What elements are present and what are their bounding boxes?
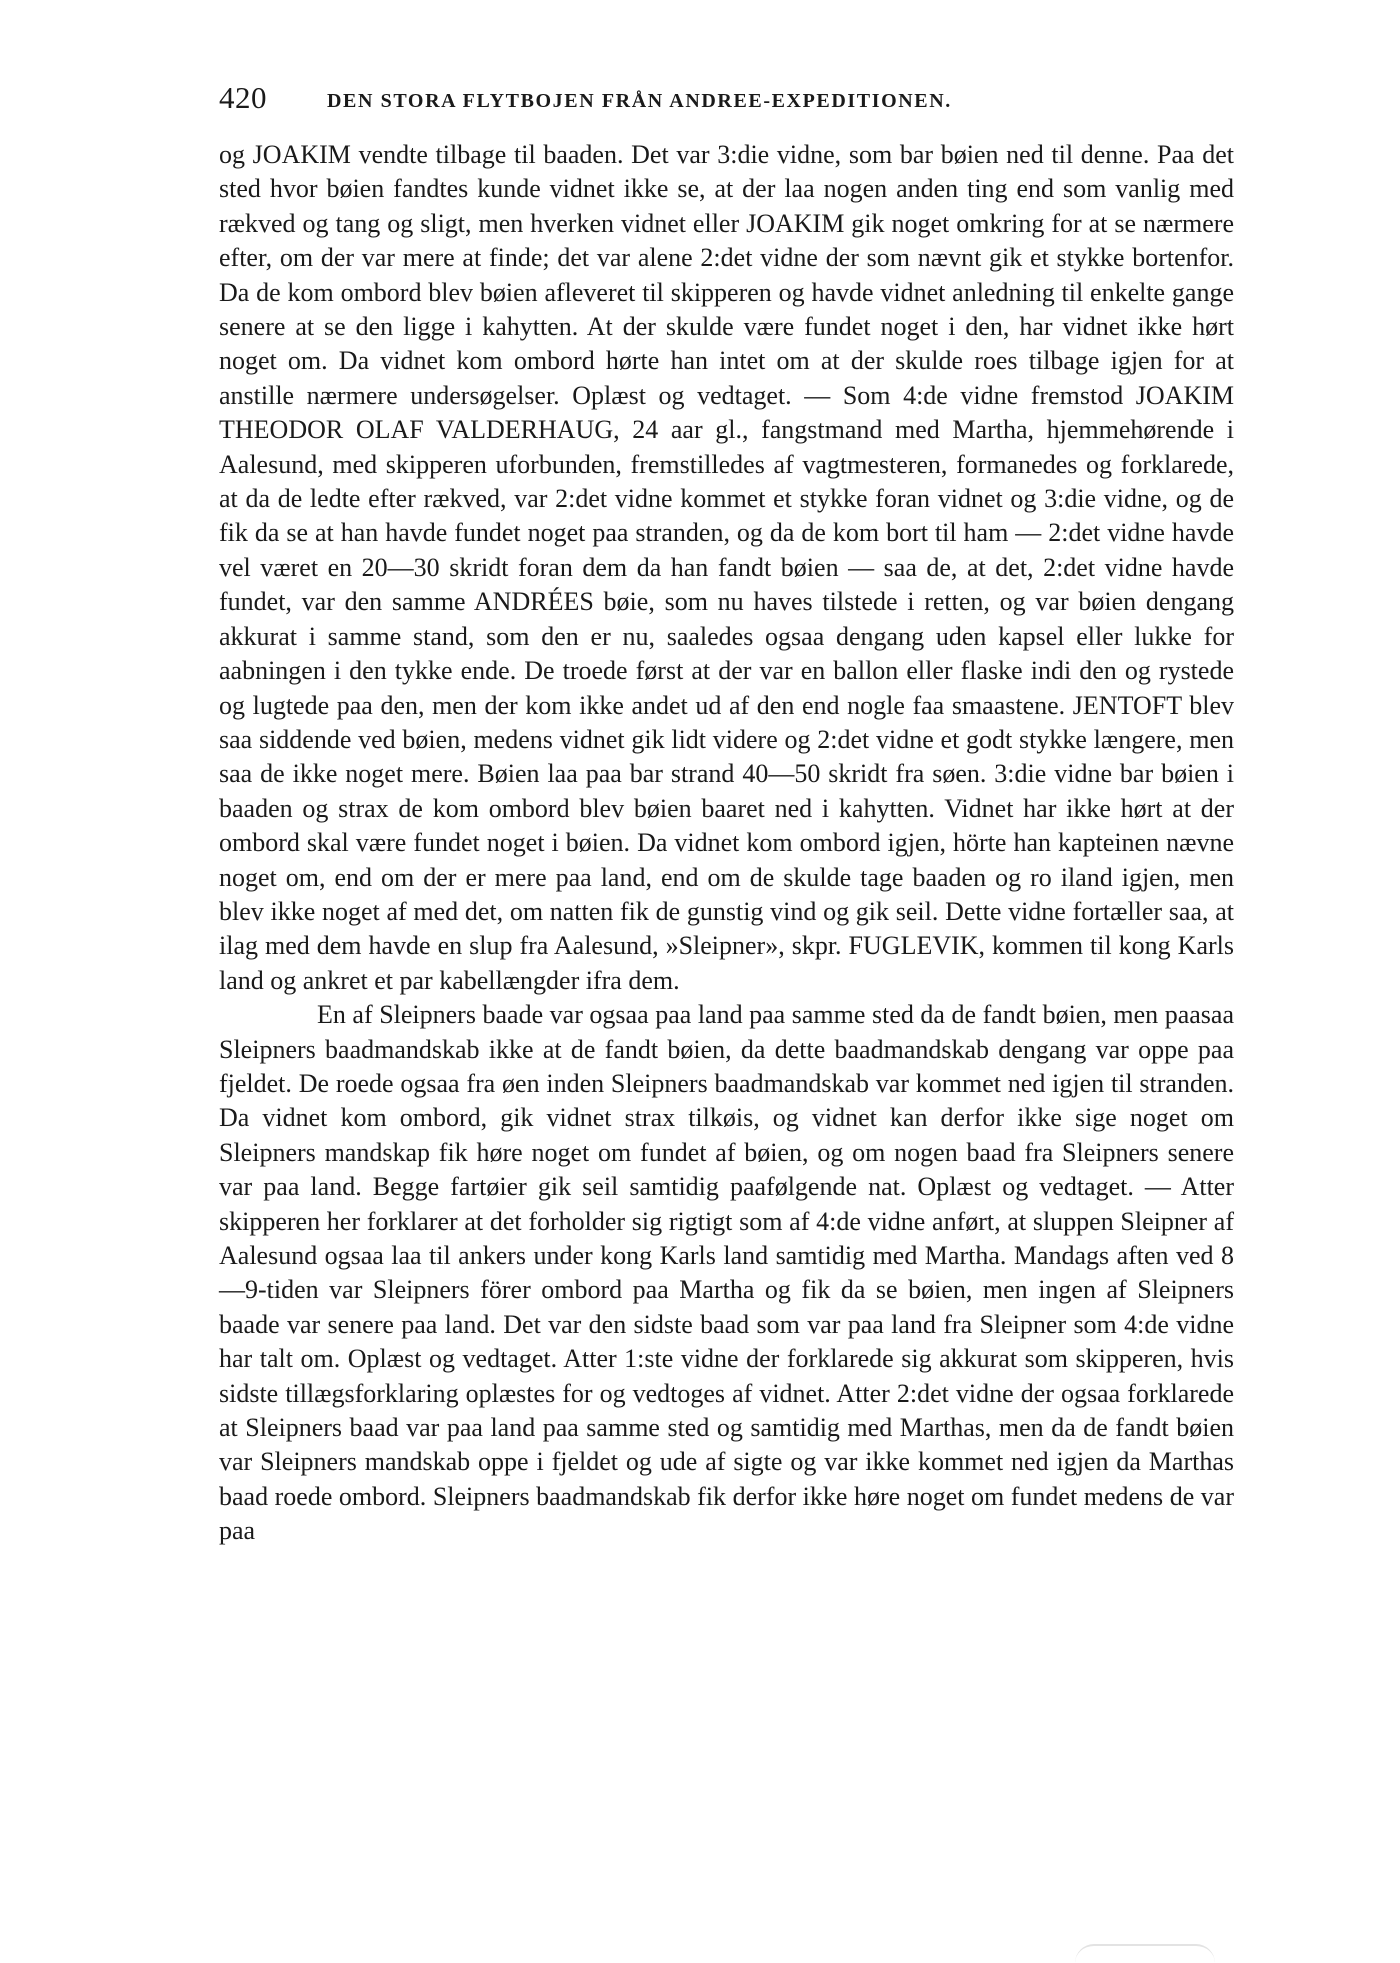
page-number: 420 bbox=[219, 80, 267, 115]
body-text bbox=[219, 138, 1234, 1549]
book-page bbox=[219, 80, 1234, 1549]
scan-artifact bbox=[1075, 1944, 1215, 1963]
paragraph-2: En af Sleipners baade var ogsaa paa land paa samme sted da de fandt bøien, men paasaa Sleipners baadmandskab ikke at de fandt bøien, da dette baadmandskab dengang var oppe paa fjeldet. De roede ogsaa fra øen inden Sleipners baadmandskab var kommet ned igjen til stranden. Da vidnet kom ombord, gik vidnet strax tilkøis, og vidnet kan derfor ikke sige noget om Sleipners mandskap fik høre noget om fundet af bøien, og om nogen baad fra Sleipners senere var paa land. Begge fartøier gik seil samtidig paafølgende nat. Oplæst og vedtaget. — Atter skipperen her forklarer at det forholder sig rigtigt som af 4:de vidne anført, at sluppen Sleipner af Aalesund ogsaa laa til ankers under kong Karls land samtidig med Martha. Mandags aften ved 8—9-tiden var Sleipners förer ombord paa Martha og fik da se bøien, men ingen af Sleipners baade var senere paa land. Det var den sidste baad som var paa land fra Sleipner som 4:de vidne har talt om. Oplæst og vedtaget. Atter 1:ste vidne der forklarede sig akkurat som skipperen, hvis sidste tillægsforklaring oplæstes for og vedtoges af vidnet. Atter 2:det vidne der ogsaa forklarede at Sleipners baad var paa land paa samme sted og samtidig med Marthas, men da de fandt bøien var Sleipners mandskab oppe i fjeldet og ude af sigte og var ikke kommet ned igjen da Marthas baad roede ombord. Sleipners baadmandskab fik derfor ikke høre noget om fundet medens de var paa bbox=[219, 1000, 1234, 1546]
running-title: DEN STORA FLYTBOJEN FRÅN ANDREE-EXPEDITIONEN. bbox=[327, 90, 952, 112]
running-head bbox=[219, 80, 1234, 120]
paragraph-1: og JOAKIM vendte tilbage til baaden. Det var 3:die vidne, som bar bøien ned til denne. Paa det sted hvor bøien fandtes kunde vidnet ikke se, at der laa nogen anden ting end som vanlig med rækved og tang og sligt, men hverken vidnet eller JOAKIM gik noget omkring for at se nærmere efter, om der var mere at finde; det var alene 2:det vidne der som nævnt gik et stykke bortenfor. Da de kom ombord blev bøien afleveret til skipperen og havde vidnet anledning til enkelte gange senere at se den ligge i kahytten. At der skulde være fundet noget i den, har vidnet ikke hørt noget om. Da vidnet kom ombord hørte han intet om at der skulde roes tilbage igjen for at anstille nærmere undersøgelser. Oplæst og vedtaget. — Som 4:de vidne fremstod JOAKIM THEODOR OLAF VALDERHAUG, 24 aar gl., fangstmand med Martha, hjemmehørende i Aalesund, med skipperen uforbunden, fremstilledes af vagtmesteren, formanedes og forklarede, at da de ledte efter rækved, var 2:det vidne kommet et stykke foran vidnet og 3:die vidne, og de fik da se at han havde fundet noget paa stranden, og da de kom bort til ham — 2:det vidne havde vel været en 20—30 skridt foran dem da han fandt bøien — saa de, at det, 2:det vidne havde fundet, var den samme ANDRÉES bøie, som nu haves tilstede i retten, og var bøien dengang akkurat i samme stand, som den er nu, saaledes ogsaa dengang uden kapsel eller lukke for aabningen i den tykke ende. De troede først at der var en ballon eller flaske indi den og rystede og lugtede paa den, men der kom ikke andet ud af den end nogle faa smaastene. JENTOFT blev saa siddende ved bøien, medens vidnet gik lidt videre og 2:det vidne et godt stykke længere, men saa de ikke noget mere. Bøien laa paa bar strand 40—50 skridt fra søen. 3:die vidne bar bøien i baaden og strax de kom ombord blev bøien baaret ned i kahytten. Vidnet har ikke hørt at der ombord skal være fundet noget i bøien. Da vidnet kom ombord igjen, hörte han kapteinen nævne noget om, end om der er mere paa land, end om de skulde tage baaden og ro iland igjen, men blev ikke noget af med det, om natten fik de gunstig vind og gik seil. Dette vidne fortæller saa, at ilag med dem havde en slup fra Aalesund, »Sleipner», skpr. FUGLEVIK, kommen til kong Karls land og ankret et par kabellængder ifra dem. bbox=[219, 140, 1234, 995]
